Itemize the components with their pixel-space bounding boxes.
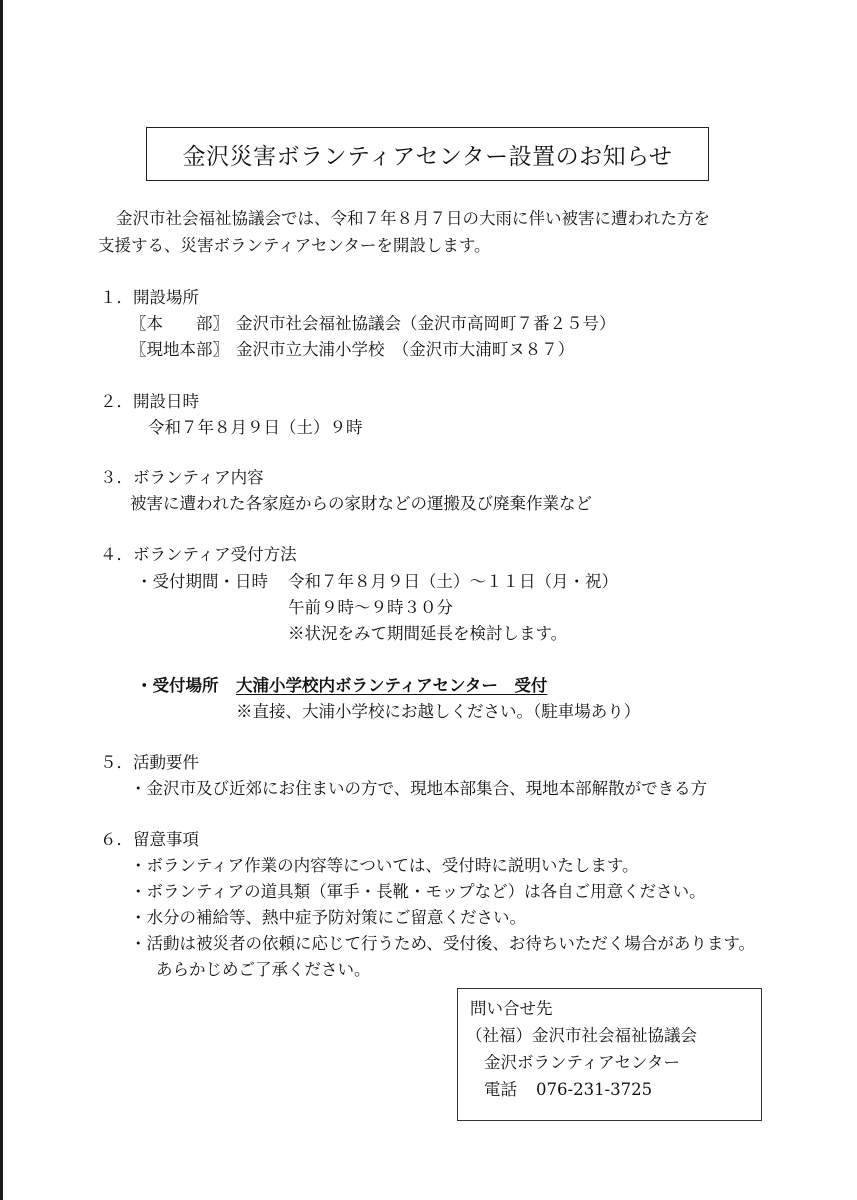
- reception-place-value: 大浦小学校内ボランティアセンター 受付: [236, 676, 548, 695]
- contact-phone-label: 電話: [484, 1080, 517, 1099]
- section-5-heading: ５．活動要件: [100, 753, 199, 772]
- open-datetime: 令和７年８月９日（土）９時: [148, 418, 363, 437]
- reception-place-label: ・受付場所: [136, 676, 219, 695]
- notice-item: ・活動は被災者の依頼に応じて行うため、受付後、お待ちいただく場合があります。: [130, 934, 756, 953]
- section-3-heading: ３．ボランティア内容: [100, 468, 264, 487]
- hq-value: 金沢市社会福祉協議会（金沢市高岡町７番２５号）: [236, 314, 616, 333]
- page-edge: [0, 0, 3, 1200]
- contact-center: 金沢ボランティアセンター: [484, 1053, 680, 1072]
- section-1-heading: １．開設場所: [100, 288, 199, 307]
- notice-item: ・ボランティア作業の内容等については、受付時に説明いたします。: [130, 856, 639, 875]
- document-title: [146, 127, 709, 181]
- site-label: 〖現地本部〗: [130, 340, 229, 359]
- reception-period-line-2: 午前９時～９時３０分: [288, 598, 453, 617]
- contact-org: （社福）金沢市社会福祉協議会: [466, 1026, 697, 1045]
- intro-line-2: 支援する、災害ボランティアセンターを開設します。: [98, 236, 491, 255]
- activity-requirement: ・金沢市及び近郊にお住まいの方で、現地本部集合、現地本部解散ができる方: [130, 779, 708, 798]
- notice-continuation: あらかじめご了承ください。: [156, 960, 371, 979]
- document-title-text: 金沢災害ボランティアセンター設置のお知らせ: [182, 143, 673, 170]
- reception-place-note: ※直接、大浦小学校にお越しください。（駐車場あり）: [236, 702, 641, 721]
- site-value: 金沢市立大浦小学校 （金沢市大浦町ヌ８７）: [236, 340, 575, 359]
- contact-heading: 問い合せ先: [470, 999, 553, 1018]
- volunteer-content: 被害に遭われた各家庭からの家財などの運搬及び廃棄作業など: [130, 494, 592, 513]
- notice-item: ・水分の補給等、熱中症予防対策にご留意ください。: [130, 908, 526, 927]
- reception-period-label: ・受付期間・日時: [136, 572, 268, 591]
- intro-line-1: 金沢市社会福祉協議会では、令和７年８月７日の大雨に伴い被害に遭われた方を: [116, 209, 710, 228]
- reception-period-line-1: 令和７年８月９日（土）～１１日（月・祝）: [288, 572, 618, 591]
- section-4-heading: ４．ボランティア受付方法: [100, 545, 297, 564]
- hq-label: 〖本 部〗: [130, 314, 229, 333]
- contact-phone: 076-231-3725: [536, 1080, 653, 1099]
- section-6-heading: ６．留意事項: [100, 830, 199, 849]
- section-2-heading: ２．開設日時: [100, 392, 199, 411]
- reception-period-note: ※状況をみて期間延長を検討します。: [288, 624, 568, 643]
- notice-item: ・ボランティアの道具類（軍手・長靴・モップなど）は各自ご用意ください。: [130, 882, 706, 901]
